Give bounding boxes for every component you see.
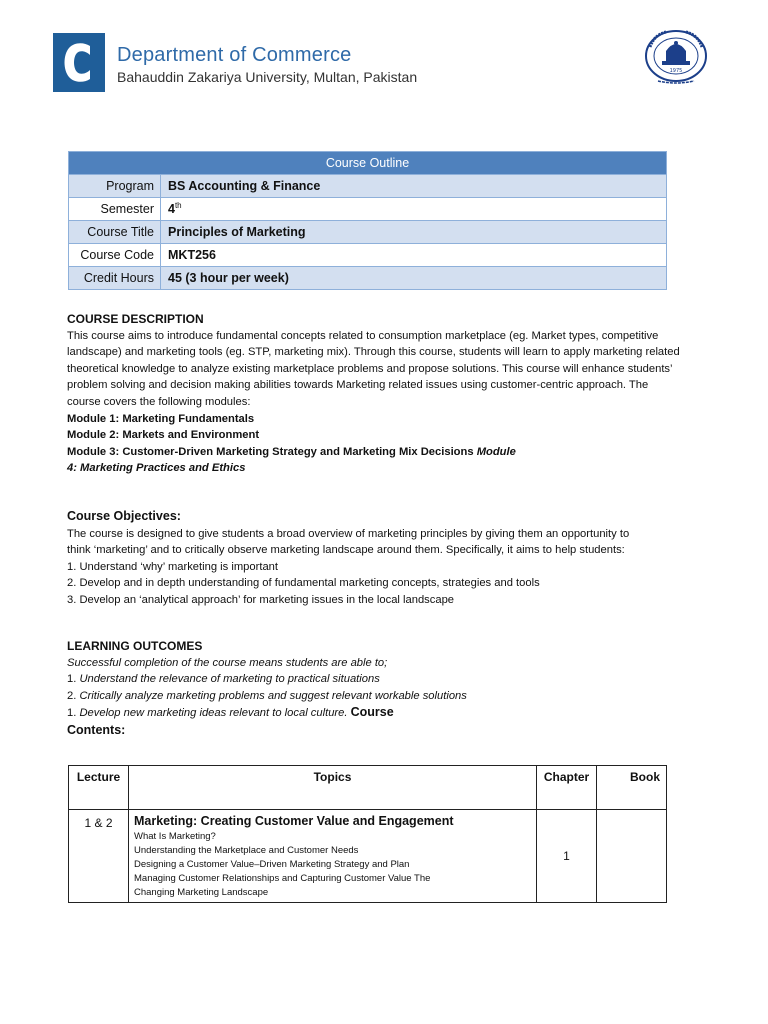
book-cell xyxy=(597,810,667,903)
outcome-number: 1. xyxy=(67,707,80,720)
topic-item: Understanding the Marketplace and Customer Needs xyxy=(134,845,359,856)
course-objectives-section xyxy=(67,508,707,609)
outcome-number: 1. xyxy=(67,673,80,686)
description-line: landscape) and marketing tools (eg. STP, marketing mix). Through this course, students will learn to apply marketing related xyxy=(67,346,680,359)
course-code-label: Course Code xyxy=(69,244,161,267)
semester-label: Semester xyxy=(69,198,161,221)
outcome-item xyxy=(67,688,707,705)
program-label: Program xyxy=(69,175,161,198)
objectives-line: 2. Develop and in depth understanding of fundamental marketing concepts, strategies and tools xyxy=(67,577,540,590)
topic-item: Managing Customer Relationships and Capturing Customer Value The xyxy=(134,873,431,884)
outcomes-intro: Successful completion of the course means students are able to; xyxy=(67,656,388,669)
objectives-line: think ‘marketing’ and to critically observe marketing landscape around them. Specifically, it aims to help students: xyxy=(67,544,625,557)
semester-number: 4 xyxy=(168,202,175,217)
chapter-header: Chapter xyxy=(537,766,597,810)
module-3-line xyxy=(67,444,707,461)
seal-year: 1975 xyxy=(669,68,683,74)
outcome-item xyxy=(67,704,707,722)
description-line: This course aims to introduce fundamental concepts related to consumption marketplace (eg. Market types, competitive xyxy=(67,329,659,342)
outline-title: Course Outline xyxy=(69,152,667,175)
topic-item: Changing Marketing Landscape xyxy=(134,887,269,898)
contents-heading-end: Contents: xyxy=(67,722,126,737)
table-row xyxy=(69,810,667,903)
topics-header: Topics xyxy=(129,766,537,810)
course-outline-table xyxy=(68,151,667,290)
course-title-label: Course Title xyxy=(69,221,161,244)
description-line: theoretical knowledge to analyze existing marketplace problems and propose solutions. This course will enhance students’ xyxy=(67,362,673,375)
university-name: Bahauddin Zakariya University, Multan, Pakistan xyxy=(117,69,418,85)
learning-outcomes-section xyxy=(67,638,707,739)
table-header-row xyxy=(69,766,667,810)
module-4: 4: Marketing Practices and Ethics xyxy=(67,462,246,475)
program-value: BS Accounting & Finance xyxy=(161,175,667,198)
course-code-value: MKT256 xyxy=(161,244,667,267)
university-seal-icon xyxy=(640,29,713,85)
semester-suffix: th xyxy=(174,201,182,211)
objectives-line: 3. Develop an ‘analytical approach’ for marketing issues in the local landscape xyxy=(67,593,455,606)
module-3: Module 3: Customer-Driven Marketing Strategy and Marketing Mix Decisions xyxy=(67,445,474,458)
description-line: problem solving and decision making abilities towards Marketing related issues using customer-centric approach. The xyxy=(67,379,649,392)
table-row xyxy=(69,244,667,267)
outcome-number: 2. xyxy=(67,689,80,702)
description-line: course covers the following modules: xyxy=(67,395,251,408)
table-row xyxy=(69,221,667,244)
chapter-number: 1 xyxy=(537,810,597,903)
book-header: Book xyxy=(597,766,667,810)
credit-hours-label: Credit Hours xyxy=(69,267,161,290)
department-title: Department of Commerce xyxy=(117,44,352,66)
credit-hours-value: 45 (3 hour per week) xyxy=(161,267,667,290)
objectives-line: 1. Understand ‘why’ marketing is important xyxy=(67,560,278,573)
course-title-value: Principles of Marketing xyxy=(161,221,667,244)
course-description-section xyxy=(67,311,707,477)
outcome-text: Develop new marketing ideas relevant to local culture. xyxy=(79,707,348,720)
semester-value xyxy=(161,198,667,221)
lecture-table xyxy=(68,765,667,903)
contents-heading-start: Course xyxy=(350,705,394,720)
topics-cell xyxy=(129,810,537,903)
outcome-item xyxy=(67,671,707,688)
lecture-number: 1 & 2 xyxy=(69,810,129,903)
module-1: Module 1: Marketing Fundamentals xyxy=(67,412,255,425)
topic-title: Marketing: Creating Customer Value and Engagement xyxy=(134,814,454,828)
table-row xyxy=(69,175,667,198)
description-heading: COURSE DESCRIPTION xyxy=(67,312,204,326)
module-2: Module 2: Markets and Environment xyxy=(67,429,260,442)
table-row xyxy=(69,267,667,290)
table-row xyxy=(69,198,667,221)
module-4-start: Module xyxy=(476,445,516,458)
outcome-text: Understand the relevance of marketing to practical situations xyxy=(79,673,380,686)
topic-item: What Is Marketing? xyxy=(134,831,216,842)
objectives-line: The course is designed to give students a broad overview of marketing principles by giving them an opportunity to xyxy=(67,527,630,540)
commerce-c-icon xyxy=(60,40,98,85)
lecture-header: Lecture xyxy=(69,766,129,810)
outcomes-heading: LEARNING OUTCOMES xyxy=(67,639,203,653)
outcome-text: Critically analyze marketing problems and suggest relevant workable solutions xyxy=(79,689,467,702)
topic-item: Designing a Customer Value–Driven Marketing Strategy and Plan xyxy=(134,859,410,870)
objectives-heading: Course Objectives: xyxy=(67,509,181,523)
